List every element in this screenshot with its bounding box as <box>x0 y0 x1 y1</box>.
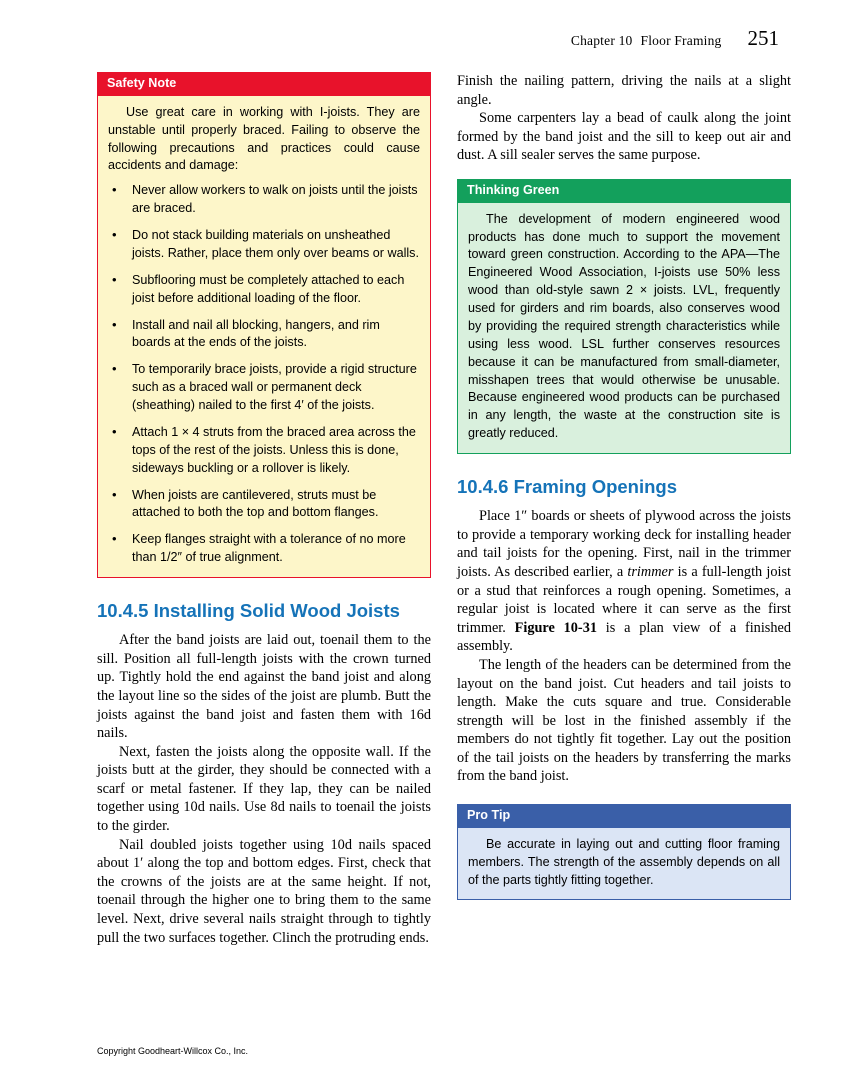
pro-tip-title: Pro Tip <box>458 805 790 828</box>
copyright-notice: Copyright Goodheart-Willcox Co., Inc. <box>97 1046 249 1056</box>
pro-tip-body: Be accurate in laying out and cutting floor framing members. The strength of the assembly depends on all of the parts tightly fitting together. <box>458 828 790 900</box>
thinking-green-body: The development of modern engineered wood products has done much to support the movement toward green construction. According to the APA—The Engineered Wood Association, I-joists use 50% less wood than old-style sawn 2 × joists. LVL, frequently used for girders and rim boards, also conserves wood by providing the required strength characteristics while using less wood. LSL further conserves resources because it can be manufactured from small-diameter, misshapen trees that would otherwise be unusable. Because engineered wood products can be purchased in any length, the waste at the construction site is greatly reduced. <box>458 203 790 453</box>
list-item: • Install and nail all blocking, hangers, and rim boards at the ends of the joists. <box>108 317 420 353</box>
paragraph: Finish the nailing pattern, driving the nails at a slight angle. <box>457 73 791 108</box>
list-item: • To temporarily brace joists, provide a rigid structure such as a braced wall or permanent deck (sheathing) nailed to the first 4′ of the joists. <box>108 361 420 415</box>
paragraph: Nail doubled joists together using 10d nails spaced about 1′ along the top and bottom edges. First, check that the crowns of the joists are at the same height. If not, toenail through the higher one to bring them to the same level. Next, drive several nails straight through to tightly pull the two surfaces together. Clinch the protruding ends. <box>97 836 431 946</box>
list-item: • Never allow workers to walk on joists until the joists are braced. <box>108 182 420 218</box>
list-item: • Keep flanges straight with a tolerance of no more than 1/2″ of true alignment. <box>108 531 420 567</box>
paragraph-part: is a full-length joist or a stud that reinforces a rough opening. Sometimes, a regular joist is located where it can serve as the first trimmer. <box>457 564 791 636</box>
thinking-green-box <box>457 179 791 454</box>
thinking-green-title: Thinking Green <box>458 180 790 203</box>
safety-note-body <box>98 96 430 577</box>
list-item: • Do not stack building materials on unsheathed joists. Rather, place them only over beams or walls. <box>108 227 420 263</box>
term-trimmer: trimmer <box>627 564 674 581</box>
safety-note-box <box>97 72 431 578</box>
paragraph-part: Place 1″ boards or sheets of plywood across the joists to provide a temporary working deck for installing header and tail joists for the opening. First, nail in the trimmer joists. As described earlier, a <box>457 508 791 581</box>
list-item: • When joists are cantilevered, struts must be attached to both the top and bottom flanges. <box>108 487 420 523</box>
page-number: 251 <box>747 26 779 50</box>
chapter-title: Floor Framing <box>640 33 722 48</box>
paragraph: After the band joists are laid out, toenail them to the sill. Position all full-length joists with the crown turned up. Tightly hold the end against the band joist and along the layout line so the sides of the joist are plumb. Butt the joists against the band joist and fasten them with 16d nails. <box>97 632 431 742</box>
figure-reference: Figure 10-31 <box>514 619 597 636</box>
safety-note-list <box>108 182 420 567</box>
pro-tip-box <box>457 804 791 900</box>
running-head <box>571 26 779 51</box>
safety-note-intro: Use great care in working with I-joists. They are unstable until properly braced. Failing to observe the following precautions and practices could cause accidents and damage: <box>108 104 420 173</box>
paragraph: The length of the headers can be determined from the layout on the band joist. Cut headers and tail joists to length. Make the cuts square and true. Considerable strength will be lost in the finished assembly if the members do not tightly fit together. Lay out the position of the tail joists on the headers by transferring the marks from the band joist. <box>457 656 791 785</box>
paragraph: Some carpenters lay a bead of caulk along the joint formed by the band joist and the sill to keep out air and dust. A sill sealer serves the same purpose. <box>457 110 791 164</box>
section-heading-10-4-6: 10.4.6 Framing Openings <box>457 476 678 498</box>
section-heading-10-4-5: 10.4.5 Installing Solid Wood Joists <box>97 600 400 622</box>
chapter-label: Chapter 10 <box>570 33 633 48</box>
paragraph: Next, fasten the joists along the opposite wall. If the joists butt at the girder, they should be connected with a scarf or metal fastener. If they lap, they can be nailed together using 10d nails. Use 8d nails to toenail the joists to the girder. <box>97 743 431 835</box>
list-item: • Subflooring must be completely attached to each joist before additional loading of the floor. <box>108 272 420 308</box>
paragraph <box>457 507 791 656</box>
left-column <box>97 72 431 947</box>
running-head-text <box>571 33 722 49</box>
right-column <box>457 72 791 900</box>
list-item: • Attach 1 × 4 struts from the braced area across the tops of the rest of the joists. Unless this is done, sideways buckling or a rollover is likely. <box>108 424 420 478</box>
paragraph-part: is a plan view of a finished assembly. <box>457 619 792 655</box>
safety-note-title: Safety Note <box>98 73 430 96</box>
